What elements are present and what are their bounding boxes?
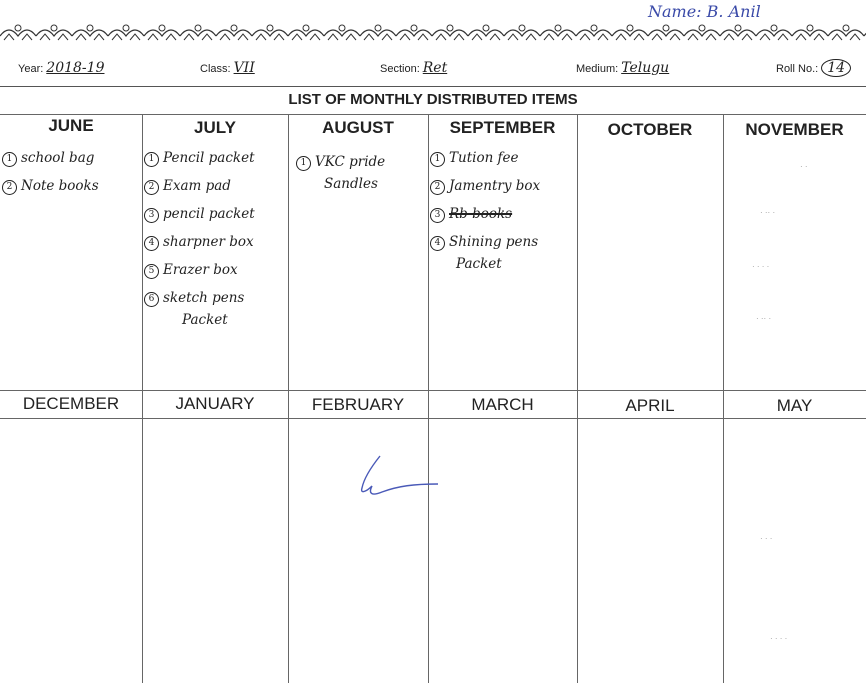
list-item: 3 pencil packet	[144, 200, 255, 228]
month-header-september: SEPTEMBER	[449, 118, 556, 137]
september-items	[430, 144, 540, 278]
ornament-motif	[504, 20, 540, 42]
list-item: Packet	[456, 256, 502, 272]
ornament-motif	[720, 20, 756, 42]
august-items	[296, 148, 385, 198]
bleed-through-mark: · ·· ·	[760, 208, 776, 217]
year-field	[18, 60, 104, 76]
bleed-through-mark: · · · ·	[752, 262, 770, 271]
ornament-motif	[288, 20, 324, 42]
months-grid	[0, 114, 866, 683]
list-item: 1 school bag	[2, 144, 99, 172]
grid-line	[0, 390, 866, 391]
bleed-through-mark: · ·· ·	[756, 314, 772, 323]
ornament-motif	[828, 20, 864, 42]
list-item: 6 sketch pens	[144, 284, 255, 312]
ornament-motif	[0, 20, 36, 42]
ornament-motif	[612, 20, 648, 42]
ornament-motif	[108, 20, 144, 42]
month-header-may: MAY	[776, 396, 813, 415]
page-title-row	[0, 86, 866, 115]
month-header-april: APRIL	[625, 396, 675, 415]
ornament-motif	[72, 20, 108, 42]
list-item: 4 sharpner box	[144, 228, 255, 256]
list-item: 5 Erazer box	[144, 256, 255, 284]
ornament-motif	[468, 20, 504, 42]
ornament-motif	[648, 20, 684, 42]
bleed-through-mark: · · ·	[760, 534, 773, 543]
ornament-motif	[432, 20, 468, 42]
month-header-june: JUNE	[48, 116, 94, 135]
ornament-motif	[180, 20, 216, 42]
july-items	[144, 144, 255, 334]
decorative-border	[0, 20, 866, 42]
bleed-through-mark: · ·	[800, 162, 808, 171]
month-header-november: NOVEMBER	[745, 120, 844, 139]
ornament-motif	[216, 20, 252, 42]
list-item: 2 Exam pad	[144, 172, 255, 200]
section-field	[380, 60, 447, 76]
handwritten-name-note: Name: B. Anil	[648, 2, 761, 21]
month-header-august: AUGUST	[322, 118, 394, 137]
month-header-february: FEBRUARY	[311, 395, 405, 414]
signature-scribble	[352, 454, 442, 504]
month-header-january: JANUARY	[175, 394, 255, 413]
ornament-motif	[540, 20, 576, 42]
header-meta-row	[0, 52, 866, 82]
ornament-motif	[144, 20, 180, 42]
ornament-motif	[324, 20, 360, 42]
bleed-through-mark: · · · ·	[770, 634, 788, 643]
list-item: Sandles	[324, 176, 378, 192]
list-item: 1 Pencil packet	[144, 144, 255, 172]
list-item: 1 VKC pride	[296, 148, 385, 176]
class-label: Class:	[200, 63, 231, 75]
month-header-december: DECEMBER	[22, 394, 120, 413]
list-item: Packet	[182, 312, 228, 328]
june-items	[2, 144, 99, 200]
year-label: Year:	[18, 63, 44, 75]
ornament-motif	[756, 20, 792, 42]
ornament-motif	[360, 20, 396, 42]
ornament-motif	[576, 20, 612, 42]
ornament-motif	[396, 20, 432, 42]
ornament-motif	[36, 20, 72, 42]
month-header-march: MARCH	[471, 395, 534, 414]
page-title: LIST OF MONTHLY DISTRIBUTED ITEMS	[288, 91, 578, 108]
ornament-motif	[684, 20, 720, 42]
roll-value: 14	[821, 59, 851, 77]
list-item: 1 Tution fee	[430, 144, 540, 172]
class-field	[200, 60, 255, 76]
month-header-october: OCTOBER	[607, 120, 693, 139]
roll-label: Roll No.:	[776, 63, 819, 75]
list-item: 4 Shining pens	[430, 228, 540, 256]
list-item: 2 Note books	[2, 172, 99, 200]
section-value: Ret	[422, 60, 448, 76]
list-item: 3 Rb books	[430, 200, 540, 228]
section-label: Section:	[380, 63, 420, 75]
class-value: VII	[233, 60, 255, 76]
roll-field	[776, 60, 851, 76]
ornament-motif	[252, 20, 288, 42]
medium-label: Medium:	[576, 63, 619, 75]
list-item: 2 Jamentry box	[430, 172, 540, 200]
year-value: 2018-19	[46, 60, 105, 76]
medium-field	[576, 60, 669, 76]
month-header-july: JULY	[194, 118, 236, 137]
grid-line	[0, 418, 866, 419]
ornament-motif	[792, 20, 828, 42]
medium-value: Telugu	[621, 60, 670, 76]
